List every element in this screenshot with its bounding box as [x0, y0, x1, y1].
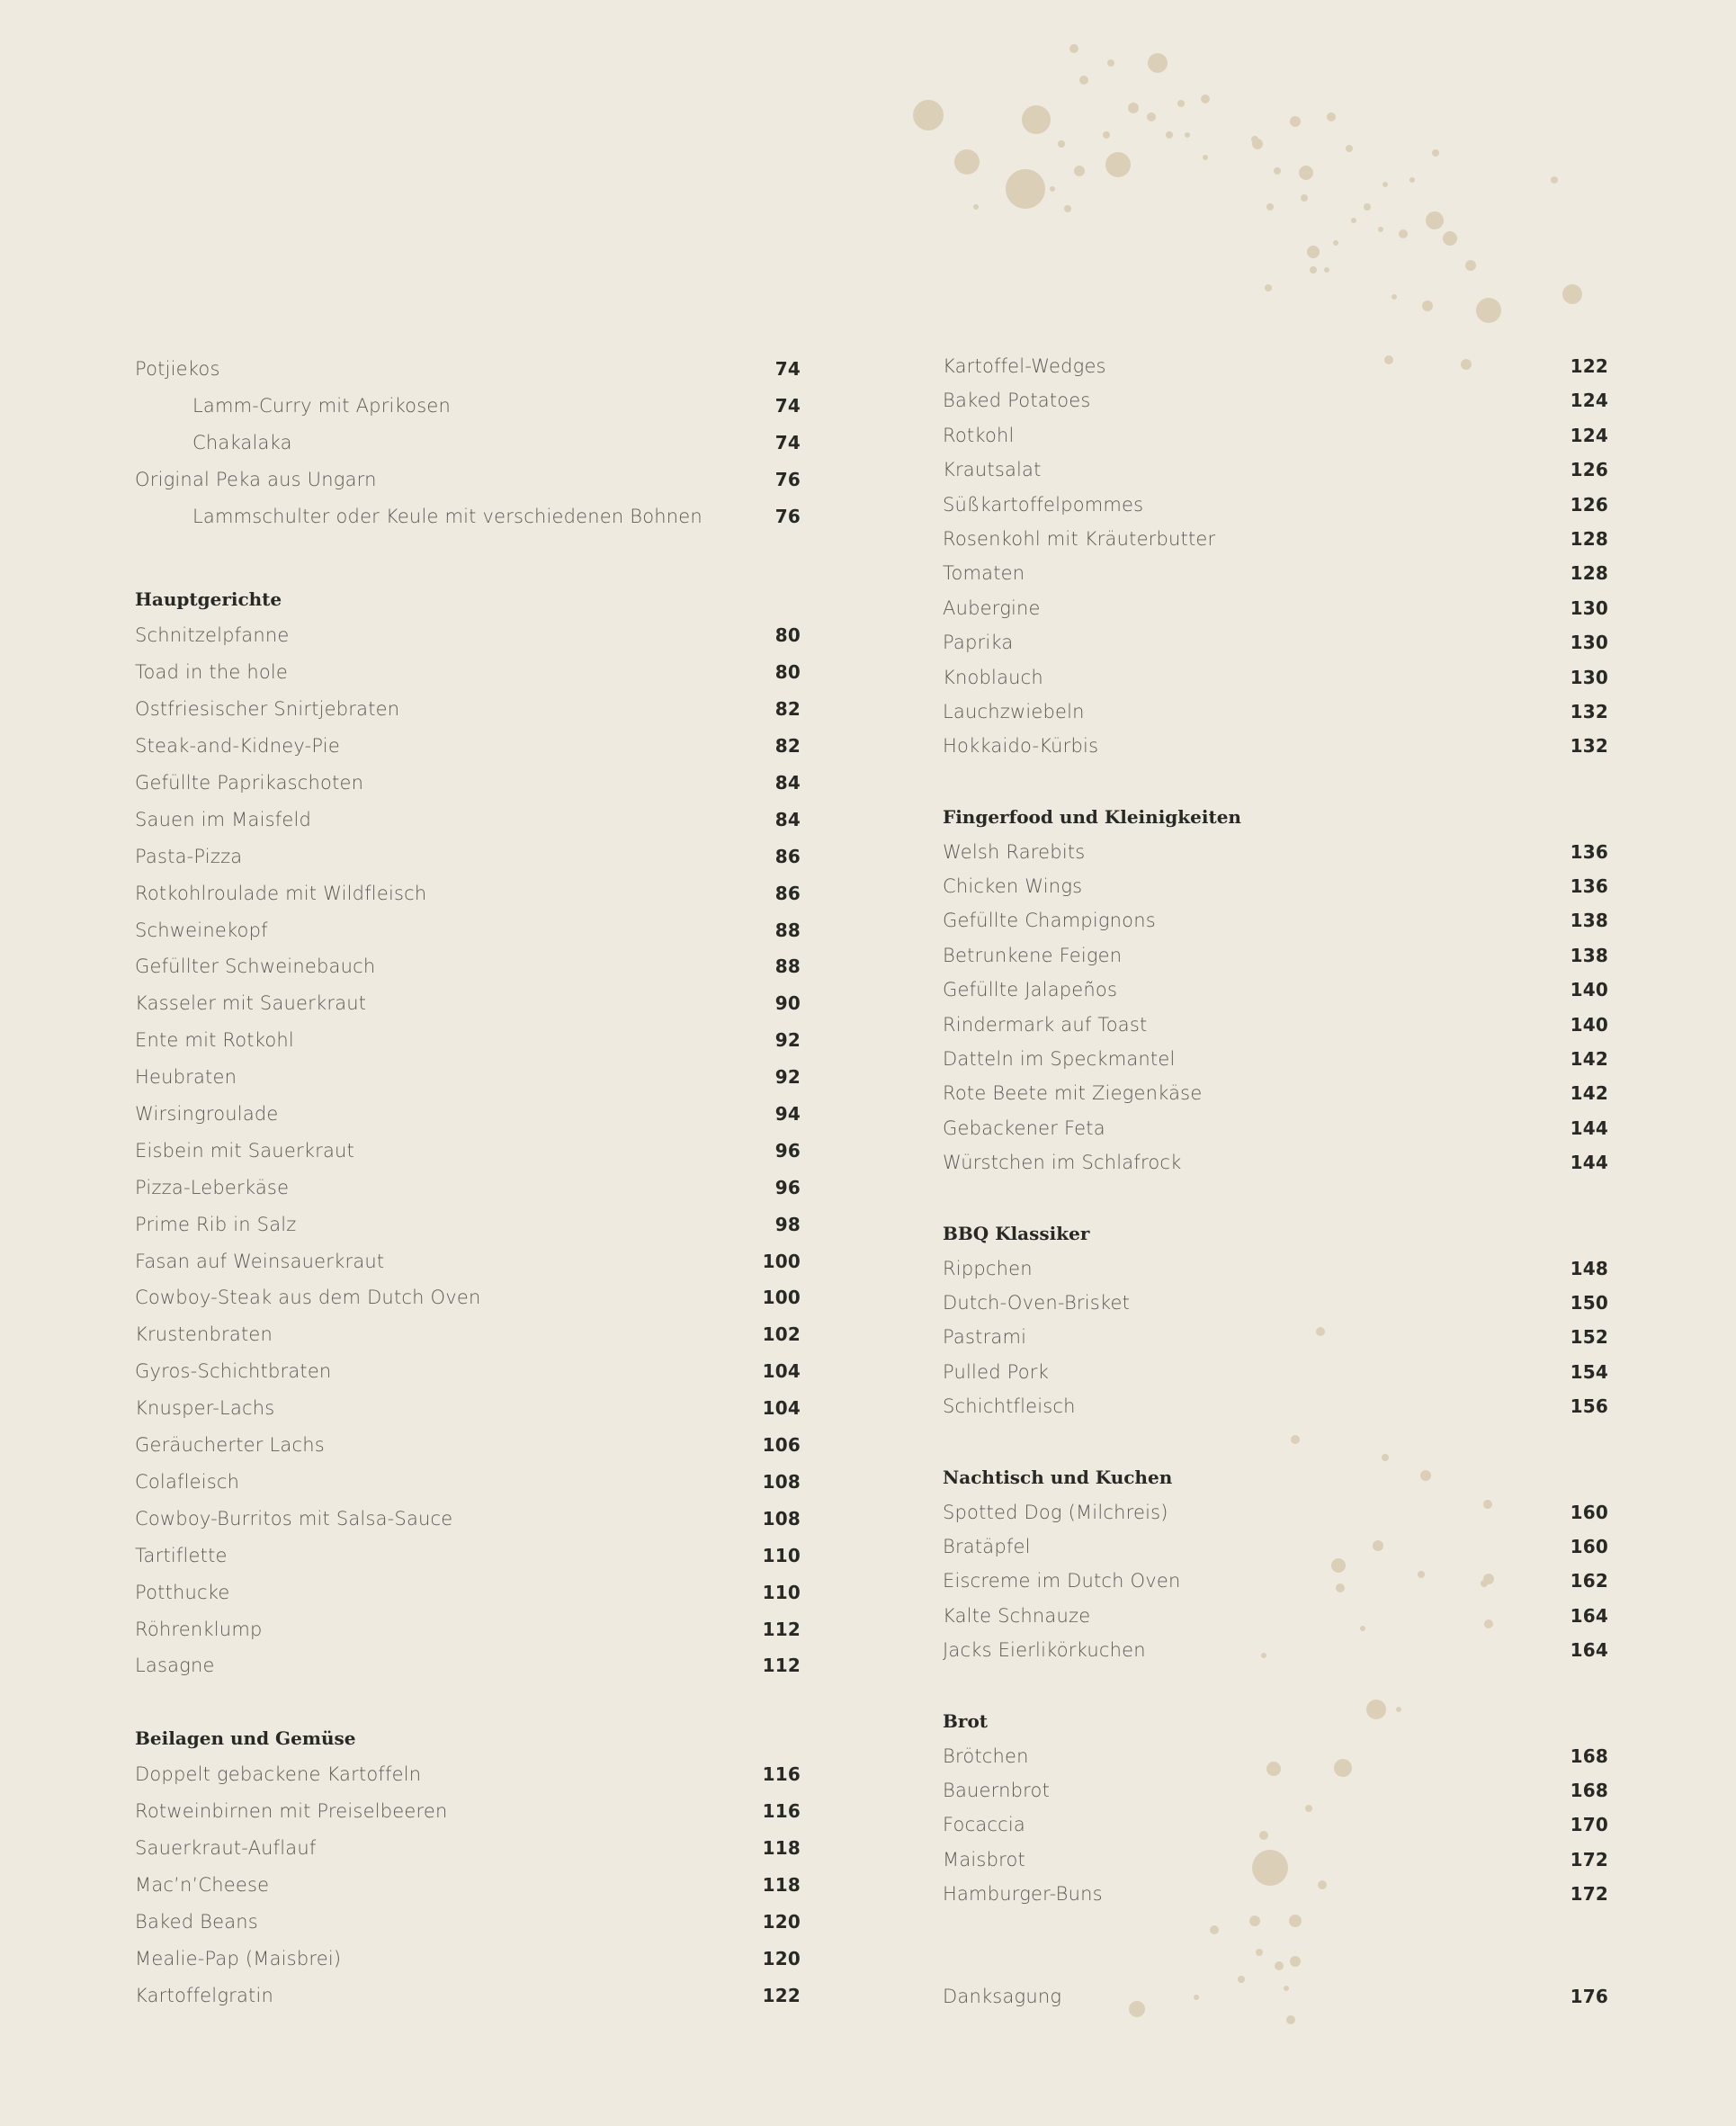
toc-entry[interactable]: [943, 1251, 1608, 1286]
entry-page: 144: [1570, 1152, 1608, 1174]
entry-page: 152: [1570, 1326, 1608, 1349]
toc-entry[interactable]: [943, 383, 1608, 417]
entry-title: Bauernbrot: [943, 1779, 1051, 1801]
entry-page: 130: [1570, 632, 1608, 654]
entry-page: 88: [774, 955, 801, 978]
entry-title: Gefüllte Paprikaschoten: [135, 772, 364, 794]
entry-title: Krautsalat: [943, 459, 1042, 481]
toc-entry[interactable]: [943, 1076, 1608, 1110]
entry-page: 102: [762, 1323, 801, 1346]
entry-title: Baked Beans: [135, 1910, 258, 1933]
entry-title: Pulled Pork: [943, 1360, 1049, 1383]
toc-entry[interactable]: [135, 948, 801, 985]
entry-title: Kasseler mit Sauerkraut: [135, 992, 367, 1015]
entry-title: Betrunkene Feigen: [943, 944, 1123, 966]
entry-title: Pizza-Leberkäse: [135, 1176, 290, 1198]
section-heading: Fingerfood und Kleinigkeiten: [943, 805, 1241, 828]
entry-title: Original Peka aus Ungarn: [135, 468, 377, 490]
entry-title: Gefüllte Champignons: [943, 910, 1156, 932]
entry-title: Kartoffelgratin: [135, 1984, 274, 2006]
toc-entry[interactable]: [943, 1564, 1608, 1598]
entry-title: Wirsingroulade: [135, 1103, 279, 1126]
entry-page: 98: [774, 1213, 801, 1235]
entry-title: Doppelt gebackene Kartoffeln: [135, 1763, 422, 1786]
entry-title: Datteln im Speckmantel: [943, 1048, 1176, 1071]
section-heading: Hauptgerichte: [135, 588, 282, 611]
entry-page: 136: [1570, 840, 1608, 863]
entry-page: 118: [762, 1837, 801, 1860]
entry-title: Focaccia: [943, 1814, 1025, 1836]
toc-entry[interactable]: [943, 1286, 1608, 1320]
entry-page: 126: [1570, 459, 1608, 481]
entry-title: Gefüllte Jalapeños: [943, 979, 1118, 1001]
section-heading: BBQ Klassiker: [943, 1222, 1090, 1244]
toc-entry[interactable]: [135, 1978, 801, 2014]
entry-page: 154: [1570, 1360, 1608, 1383]
toc-entry[interactable]: [135, 1611, 801, 1648]
toc-entry[interactable]: [135, 617, 801, 654]
entry-page: 120: [762, 1947, 801, 1969]
entry-title: Röhrenklump: [135, 1618, 263, 1640]
entry-page: 176: [1570, 1986, 1608, 2008]
entry-page: 76: [774, 505, 801, 527]
entry-page: 90: [774, 992, 801, 1015]
entry-page: 150: [1570, 1291, 1608, 1314]
toc-entry[interactable]: [135, 654, 801, 691]
entry-title: Ostfriesischer Snirtjebraten: [135, 698, 400, 721]
entry-title: Welsh Rarebits: [943, 840, 1086, 863]
toc-entry[interactable]: [135, 1353, 801, 1390]
toc-column-right: [943, 349, 1608, 2014]
toc-entry[interactable]: [943, 1320, 1608, 1354]
entry-page: 84: [774, 808, 801, 830]
entry-title: Brötchen: [943, 1745, 1029, 1767]
section-items: [943, 835, 1608, 1180]
section-items: [135, 1756, 801, 2014]
toc-entry[interactable]: [943, 349, 1608, 383]
entry-page: 120: [762, 1910, 801, 1933]
entry-title: Rotweinbirnen mit Preiselbeeren: [135, 1800, 448, 1823]
toc-entry[interactable]: [135, 985, 801, 1022]
toc-entry[interactable]: [135, 875, 801, 912]
entry-page: 142: [1570, 1048, 1608, 1071]
entry-page: 144: [1570, 1117, 1608, 1139]
toc-entry[interactable]: [135, 462, 801, 498]
entry-title: Schnitzelpfanne: [135, 624, 290, 647]
entry-page: 132: [1570, 735, 1608, 758]
entry-title: Potthucke: [135, 1581, 230, 1603]
toc-entry[interactable]: [943, 556, 1608, 590]
section-heading: Brot: [943, 1709, 989, 1732]
entry-title: Fasan auf Weinsauerkraut: [135, 1250, 385, 1272]
entry-page: 82: [774, 698, 801, 721]
entry-title: Sauerkraut-Auflauf: [135, 1837, 317, 1860]
toc-entry[interactable]: [135, 1756, 801, 1793]
entry-page: 108: [762, 1470, 801, 1493]
toc-entry[interactable]: [135, 728, 801, 765]
entry-page: 132: [1570, 700, 1608, 722]
toc-entry[interactable]: [135, 802, 801, 839]
entry-title: Sauen im Maisfeld: [135, 808, 312, 830]
entry-title: Pasta-Pizza: [135, 845, 243, 867]
toc-entry[interactable]: [943, 1389, 1608, 1423]
section-items: [135, 617, 801, 1684]
entry-title: Hamburger-Buns: [943, 1883, 1103, 1906]
entry-page: 172: [1570, 1848, 1608, 1870]
entry-page: 118: [762, 1873, 801, 1896]
entry-page: 172: [1570, 1883, 1608, 1906]
entry-title: Rotkohl: [943, 424, 1015, 446]
toc-entry[interactable]: [943, 418, 1608, 453]
entry-page: 110: [762, 1544, 801, 1566]
toc-entry[interactable]: [135, 912, 801, 949]
entry-title: Krustenbraten: [135, 1323, 273, 1346]
entry-title: Rippchen: [943, 1257, 1033, 1279]
entry-title: Baked Potatoes: [943, 390, 1091, 412]
toc-entry[interactable]: [135, 498, 801, 535]
entry-page: 136: [1570, 875, 1608, 898]
entry-page: 84: [774, 772, 801, 794]
entry-title: Cowboy-Steak aus dem Dutch Oven: [135, 1287, 481, 1309]
entry-title: Ente mit Rotkohl: [135, 1029, 294, 1052]
entry-title: Rotkohlroulade mit Wildfleisch: [135, 882, 427, 904]
toc-entry[interactable]: [135, 1830, 801, 1867]
entry-page: 156: [1570, 1395, 1608, 1418]
entry-page: 128: [1570, 527, 1608, 550]
entry-page: 96: [774, 1176, 801, 1198]
toc-entry[interactable]: [135, 1316, 801, 1353]
entry-title: Heubraten: [135, 1066, 237, 1089]
entry-title: Kalte Schnauze: [943, 1604, 1091, 1627]
toc-entry[interactable]: [135, 1501, 801, 1538]
toc-column-left: [135, 351, 801, 2014]
entry-title: Aubergine: [943, 597, 1041, 619]
entry-title: Gebackener Feta: [943, 1117, 1105, 1139]
entry-page: 76: [774, 468, 801, 490]
entry-page: 122: [762, 1984, 801, 2006]
entry-title: Jacks Eierlikörkuchen: [943, 1639, 1146, 1662]
toc-entry[interactable]: [943, 522, 1608, 556]
toc-entry[interactable]: [943, 1773, 1608, 1808]
entry-title: Rindermark auf Toast: [943, 1013, 1148, 1036]
entry-page: 116: [762, 1763, 801, 1786]
entry-page: 110: [762, 1581, 801, 1603]
toc-entry[interactable]: [943, 453, 1608, 487]
entry-page: 168: [1570, 1745, 1608, 1767]
entry-title: Knoblauch: [943, 666, 1043, 688]
entry-title: Eiscreme im Dutch Oven: [943, 1570, 1181, 1592]
entry-title: Colafleisch: [135, 1470, 240, 1493]
toc-entry[interactable]: [943, 1042, 1608, 1076]
entry-title: Cowboy-Burritos mit Salsa-Sauce: [135, 1507, 453, 1529]
entry-title: Mac’n’Cheese: [135, 1873, 270, 1896]
entry-title: Tomaten: [943, 562, 1025, 585]
entry-title: Maisbrot: [943, 1848, 1025, 1870]
toc-entry[interactable]: [135, 1243, 801, 1280]
entry-page: 130: [1570, 666, 1608, 688]
entry-title: Schichtfleisch: [943, 1395, 1076, 1418]
entry-page: 138: [1570, 910, 1608, 932]
toc-entry[interactable]: [135, 1207, 801, 1243]
entry-page: 124: [1570, 390, 1608, 412]
toc-entry[interactable]: [135, 1096, 801, 1133]
entry-title: Paprika: [943, 632, 1014, 654]
toc-entry[interactable]: [943, 1739, 1608, 1773]
entry-title: Toad in the hole: [135, 661, 289, 684]
entry-page: 108: [762, 1507, 801, 1529]
toc-entry[interactable]: [943, 938, 1608, 973]
entry-page: 160: [1570, 1501, 1608, 1523]
entry-title: Knusper-Lachs: [135, 1397, 275, 1420]
entry-page: 138: [1570, 944, 1608, 966]
toc-entry[interactable]: [943, 1111, 1608, 1145]
entry-page: 112: [762, 1655, 801, 1677]
toc-entry[interactable]: [135, 425, 801, 462]
toc-entry[interactable]: [943, 1355, 1608, 1389]
entry-page: 94: [774, 1103, 801, 1126]
entry-page: 100: [762, 1287, 801, 1309]
entry-page: 142: [1570, 1082, 1608, 1105]
toc-entry-danksagung[interactable]: [943, 1979, 1608, 2014]
entry-page: 162: [1570, 1570, 1608, 1592]
toc-entry[interactable]: [943, 1599, 1608, 1633]
toc-entry[interactable]: [943, 973, 1608, 1007]
toc-entry[interactable]: [135, 351, 801, 388]
entry-page: 92: [774, 1029, 801, 1052]
entry-page: 170: [1570, 1814, 1608, 1836]
toc-entry[interactable]: [943, 1145, 1608, 1180]
entry-title: Prime Rib in Salz: [135, 1213, 297, 1235]
entry-page: 104: [762, 1397, 801, 1420]
entry-title: Würstchen im Schlafrock: [943, 1152, 1182, 1174]
entry-title: Lamm-Curry mit Aprikosen: [192, 394, 451, 417]
toc-entry[interactable]: [135, 765, 801, 802]
entry-page: 96: [774, 1139, 801, 1162]
entry-title: Lauchzwiebeln: [943, 700, 1085, 722]
toc-entry[interactable]: [943, 1808, 1608, 1842]
entry-page: 128: [1570, 562, 1608, 585]
entry-page: 160: [1570, 1535, 1608, 1557]
toc-entry[interactable]: [943, 729, 1608, 763]
entry-title: Eisbein mit Sauerkraut: [135, 1139, 354, 1162]
entry-title: Bratäpfel: [943, 1535, 1031, 1557]
entry-title: Mealie-Pap (Maisbrei): [135, 1947, 342, 1969]
entry-title: Geräucherter Lachs: [135, 1434, 325, 1457]
toc-entry[interactable]: [943, 1633, 1608, 1667]
entry-page: 122: [1570, 355, 1608, 377]
toc-entry[interactable]: [943, 488, 1608, 522]
entry-page: 164: [1570, 1639, 1608, 1662]
toc-entry[interactable]: [943, 1495, 1608, 1529]
entry-title: Pastrami: [943, 1326, 1027, 1349]
entry-title: Süßkartoffelpommes: [943, 493, 1144, 516]
entry-page: 112: [762, 1618, 801, 1640]
entry-title: Chakalaka: [192, 431, 292, 453]
entry-page: 74: [774, 358, 801, 380]
entry-page: 100: [762, 1250, 801, 1272]
toc-entry[interactable]: [943, 1843, 1608, 1877]
toc-entry[interactable]: [135, 1022, 801, 1059]
toc-entry[interactable]: [135, 1538, 801, 1574]
toc-entry[interactable]: [135, 388, 801, 425]
entry-page: 148: [1570, 1257, 1608, 1279]
toc-entry[interactable]: [135, 1390, 801, 1427]
toc-entry[interactable]: [135, 1941, 801, 1978]
section-items: [943, 1251, 1608, 1424]
entry-title: Schweinekopf: [135, 919, 268, 941]
toc-entry[interactable]: [943, 1529, 1608, 1564]
entry-page: 80: [774, 624, 801, 647]
entry-page: 164: [1570, 1604, 1608, 1627]
section-items: [943, 1739, 1608, 1912]
entry-title: Potjiekos: [135, 358, 220, 380]
entry-page: 92: [774, 1066, 801, 1089]
entry-title: Rote Beete mit Ziegenkäse: [943, 1082, 1203, 1105]
toc-entry[interactable]: [135, 1867, 801, 1904]
entry-page: 86: [774, 845, 801, 867]
toc-entry[interactable]: [135, 1464, 801, 1501]
entry-title: Chicken Wings: [943, 875, 1083, 898]
entry-title: Gefüllter Schweinebauch: [135, 955, 376, 978]
toc-entry[interactable]: [135, 1793, 801, 1830]
toc-entry[interactable]: [135, 1647, 801, 1684]
toc-entry[interactable]: [943, 835, 1608, 869]
entry-title: Danksagung: [943, 1986, 1062, 2008]
toc-entry[interactable]: [943, 1008, 1608, 1042]
entry-page: 104: [762, 1360, 801, 1383]
toc-entry[interactable]: [135, 1059, 801, 1096]
toc-entry[interactable]: [135, 1427, 801, 1464]
toc-entry[interactable]: [943, 660, 1608, 695]
entry-title: Lammschulter oder Keule mit verschiedenen Bohnen: [192, 505, 702, 527]
toc-entry[interactable]: [943, 591, 1608, 625]
toc-entry[interactable]: [135, 1574, 801, 1611]
entry-page: 124: [1570, 424, 1608, 446]
entry-title: Spotted Dog (Milchreis): [943, 1501, 1168, 1523]
section-items: [943, 349, 1608, 764]
entry-page: 140: [1570, 1013, 1608, 1036]
entry-title: Rosenkohl mit Kräuterbutter: [943, 527, 1216, 550]
entry-title: Dutch-Oven-Brisket: [943, 1291, 1131, 1314]
entry-page: 116: [762, 1800, 801, 1823]
entry-title: Hokkaido-Kürbis: [943, 735, 1099, 758]
section-heading: Beilagen und Gemüse: [135, 1727, 356, 1750]
toc-entry[interactable]: [135, 839, 801, 875]
toc-entry[interactable]: [943, 1877, 1608, 1911]
toc-entry[interactable]: [135, 691, 801, 728]
entry-page: 74: [774, 394, 801, 417]
section-items: [943, 1495, 1608, 1668]
toc-entry[interactable]: [135, 1279, 801, 1316]
entry-title: Gyros-Schichtbraten: [135, 1360, 332, 1383]
entry-title: Tartiflette: [135, 1544, 228, 1566]
entry-title: Steak-and-Kidney-Pie: [135, 735, 340, 758]
entry-page: 168: [1570, 1779, 1608, 1801]
entry-page: 126: [1570, 493, 1608, 516]
entry-page: 80: [774, 661, 801, 684]
entry-page: 106: [762, 1434, 801, 1457]
toc-entry[interactable]: [135, 1170, 801, 1207]
toc-entry[interactable]: [135, 1904, 801, 1941]
section-heading: Nachtisch und Kuchen: [943, 1466, 1173, 1488]
toc-entry[interactable]: [135, 1133, 801, 1170]
toc-entry[interactable]: [943, 869, 1608, 903]
toc-entry[interactable]: [943, 903, 1608, 937]
entry-page: 140: [1570, 979, 1608, 1001]
entry-page: 88: [774, 919, 801, 941]
toc-entry[interactable]: [943, 625, 1608, 659]
toc-entry[interactable]: [943, 695, 1608, 729]
entry-page: 74: [774, 431, 801, 453]
entry-title: Kartoffel-Wedges: [943, 355, 1106, 377]
entry-page: 86: [774, 882, 801, 904]
entry-title: Lasagne: [135, 1655, 215, 1677]
entry-page: 82: [774, 735, 801, 758]
entry-page: 130: [1570, 597, 1608, 619]
